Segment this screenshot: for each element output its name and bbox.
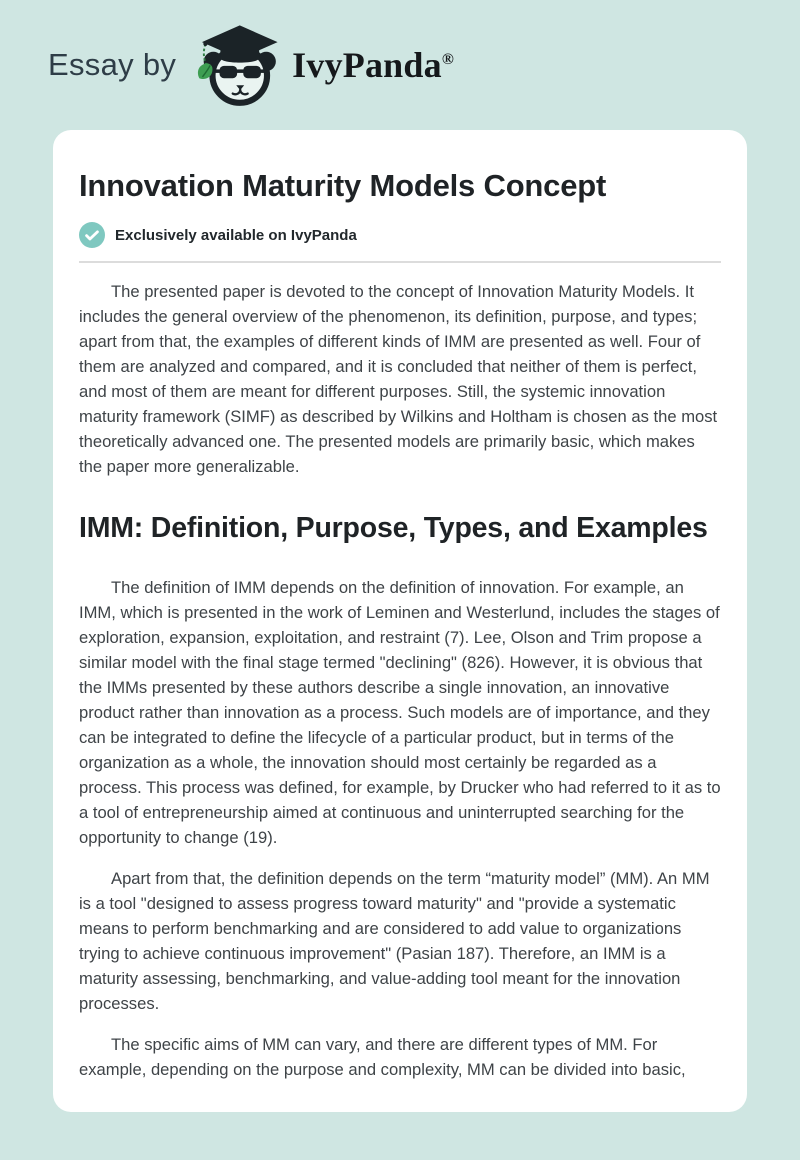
body-paragraph-2: Apart from that, the definition depends on the term “maturity model” (MM). An MM is a tool "designed to assess progress toward maturity" and "provide a systematic means to perform benchmarking and are considered to add value to organizations trying to achieve continuous improvement" (Pasian 187). Therefore, an IMM is a maturity assessing, benchmarking, and value-adding tool meant for the innovation processes. xyxy=(79,869,710,1013)
essay-card xyxy=(53,130,747,1112)
brand-name: IvyPanda xyxy=(292,45,442,85)
site-header xyxy=(0,0,800,130)
section-heading: IMM: Definition, Purpose, Types, and Examples xyxy=(79,512,708,544)
body-paragraph-3: The specific aims of MM can vary, and there are different types of MM. For example, depending on the purpose and complexity, MM can be divided into basic, xyxy=(79,1035,686,1079)
exclusive-badge xyxy=(79,222,721,248)
essay-by-label: Essay by xyxy=(48,47,177,82)
brand-wordmark xyxy=(292,44,454,86)
check-circle-icon xyxy=(79,222,105,248)
body-paragraph-1: The definition of IMM depends on the definition of innovation. For example, an IMM, which is presented in the work of Leminen and Westerlund, includes the stages of exploration, expansion, exploitation, and restraint (7). Lee, Olson and Trim propose a similar model with the final stage termed "declining" (826). However, it is obvious that the IMMs presented by these authors describe a single innovation, an innovative product rather than innovation as a process. Such models are of importance, and they can be integrated to define the lifecycle of a particular product, but in terms of the organization as a whole, the innovation should most certainly be regarded as a process. This process was defined, for example, by Drucker who had referred to it as to a tool of entrepreneurship aimed at continuous and uninterrupted searching for the opportunity to change (19). xyxy=(79,578,721,847)
exclusive-badge-label: Exclusively available on IvyPanda xyxy=(115,226,357,244)
panda-graduate-icon xyxy=(190,21,286,109)
lead-paragraph: The presented paper is devoted to the concept of Innovation Maturity Models. It includes the general overview of the phenomenon, its definition, purpose, and types; apart from that, the examples of different kinds of IMM are presented as well. Four of them are analyzed and compared, and it is concluded that neither of them is perfect, and most of them are meant for different purposes. Still, the systemic innovation maturity framework (SIMF) as described by Wilkins and Holtham is chosen as the most theoretically advanced one. The presented models are primarily basic, which makes the paper more generalizable. xyxy=(79,282,718,476)
registered-mark: ® xyxy=(441,51,454,68)
divider xyxy=(79,261,721,263)
essay-title: Innovation Maturity Models Concept xyxy=(79,168,607,203)
